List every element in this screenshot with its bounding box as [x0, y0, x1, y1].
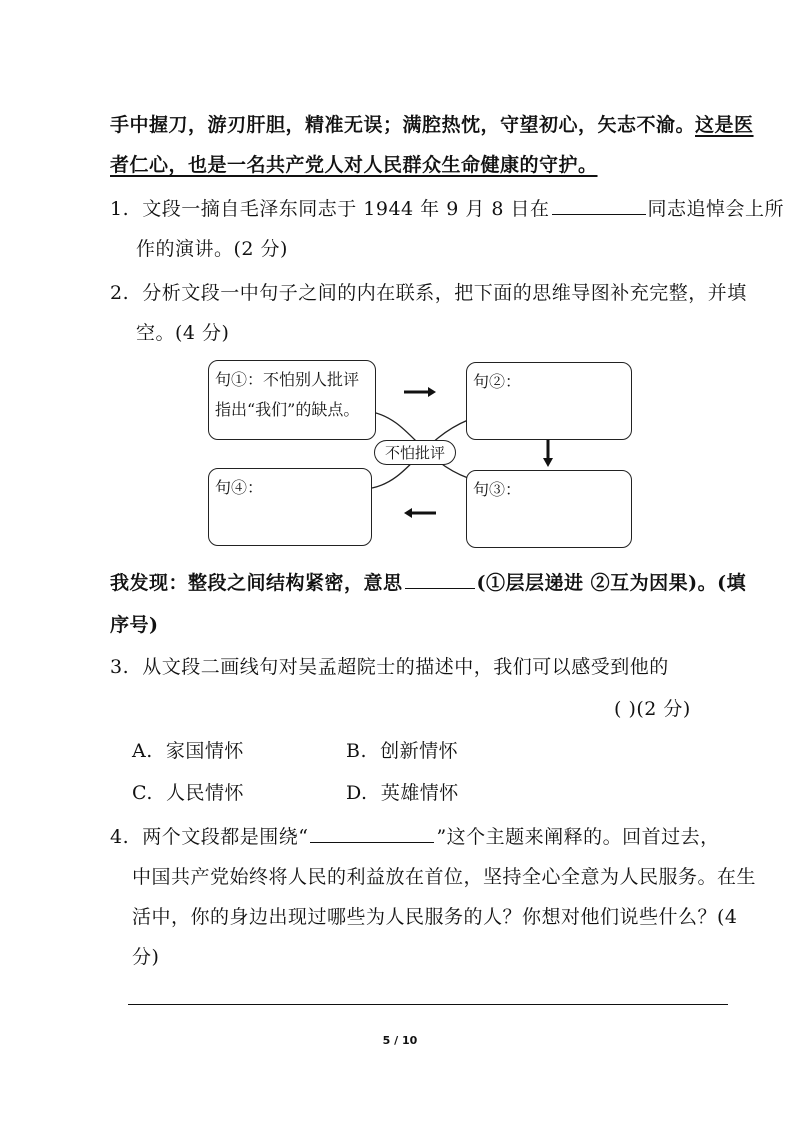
mind-map-box-2[interactable] [466, 362, 632, 440]
box-1-line-1: 句①：不怕别人批评 [215, 370, 360, 389]
question-3 [110, 652, 669, 679]
question-text: 作的演讲。(2 分) [136, 238, 288, 260]
box-3-label: 句③： [473, 480, 522, 499]
option-d[interactable] [346, 778, 459, 805]
question-text: 分析文段一中句子之间的内在联系，把下面的思维导图补充完整，并填 [142, 282, 747, 304]
option-a[interactable] [132, 736, 244, 763]
answer-line[interactable] [128, 1004, 728, 1005]
box-1-line-2: 指出“我们”的缺点。 [215, 400, 360, 419]
box-4-label: 句④： [215, 478, 264, 497]
option-text: 人民情怀 [166, 782, 245, 804]
question-4-line-4: 分) [132, 946, 160, 968]
question-number: 3. [110, 656, 130, 678]
option-label: C. [132, 782, 153, 804]
question-number: 1. [110, 198, 130, 220]
option-c[interactable] [132, 778, 244, 805]
discovery-text: 我发现：整段之间结构紧密，意思 [110, 572, 403, 594]
question-number: 2. [110, 282, 130, 304]
box-2-label: 句②： [473, 372, 522, 391]
question-text: 两个文段都是围绕“ [142, 826, 309, 848]
mind-map-center: 不怕批评 [374, 440, 456, 465]
option-text: 英雄情怀 [380, 782, 459, 804]
underlined-sentence: 这是医 [695, 114, 754, 136]
paragraph-text: 手中握刀，游刃肝胆，精准无误；满腔热忱，守望初心，矢志不渝。 [110, 114, 696, 136]
discovery-text: 序号) [110, 614, 159, 636]
question-text: 从文段二画线句对吴孟超院士的描述中，我们可以感受到他的 [142, 656, 669, 678]
question-4 [110, 822, 720, 849]
discovery-line-2 [110, 610, 159, 637]
question-text: 文段一摘自毛泽东同志于 1944 年 9 月 8 日在 [142, 198, 550, 220]
option-b[interactable] [346, 736, 458, 763]
option-text: 创新情怀 [380, 740, 459, 762]
question-4-line-3: 活中，你的身边出现过哪些为人民服务的人？你想对他们说些什么？(4 [132, 906, 738, 928]
mind-map-box-3[interactable] [466, 470, 632, 548]
question-text: 空。(4 分) [136, 322, 230, 344]
answer-blank[interactable] [405, 570, 475, 589]
answer-bracket[interactable]: ( )(2 分) [614, 698, 691, 720]
discovery-text: (①层层递进 ②互为因果)。(填 [476, 572, 747, 594]
option-label: B. [346, 740, 368, 762]
page-number: 5 / 10 [382, 1034, 418, 1047]
mind-map-box-1 [208, 360, 376, 440]
mind-map-box-4[interactable] [208, 468, 372, 546]
answer-blank[interactable] [310, 824, 434, 843]
question-4-line-2: 中国共产党始终将人民的利益放在首位，坚持全心全意为人民服务。在生 [132, 866, 757, 888]
question-number: 4. [110, 826, 130, 848]
discovery [110, 568, 746, 595]
option-label: A. [132, 740, 153, 762]
underlined-sentence-cont: 者仁心，也是一名共产党人对人民群众生命健康的守护。 [110, 154, 598, 176]
option-text: 家国情怀 [165, 740, 244, 762]
option-label: D. [346, 782, 368, 804]
question-text: 同志追悼会上所 [647, 198, 785, 220]
question-text: ”这个主题来阐释的。回首过去， [436, 826, 720, 848]
